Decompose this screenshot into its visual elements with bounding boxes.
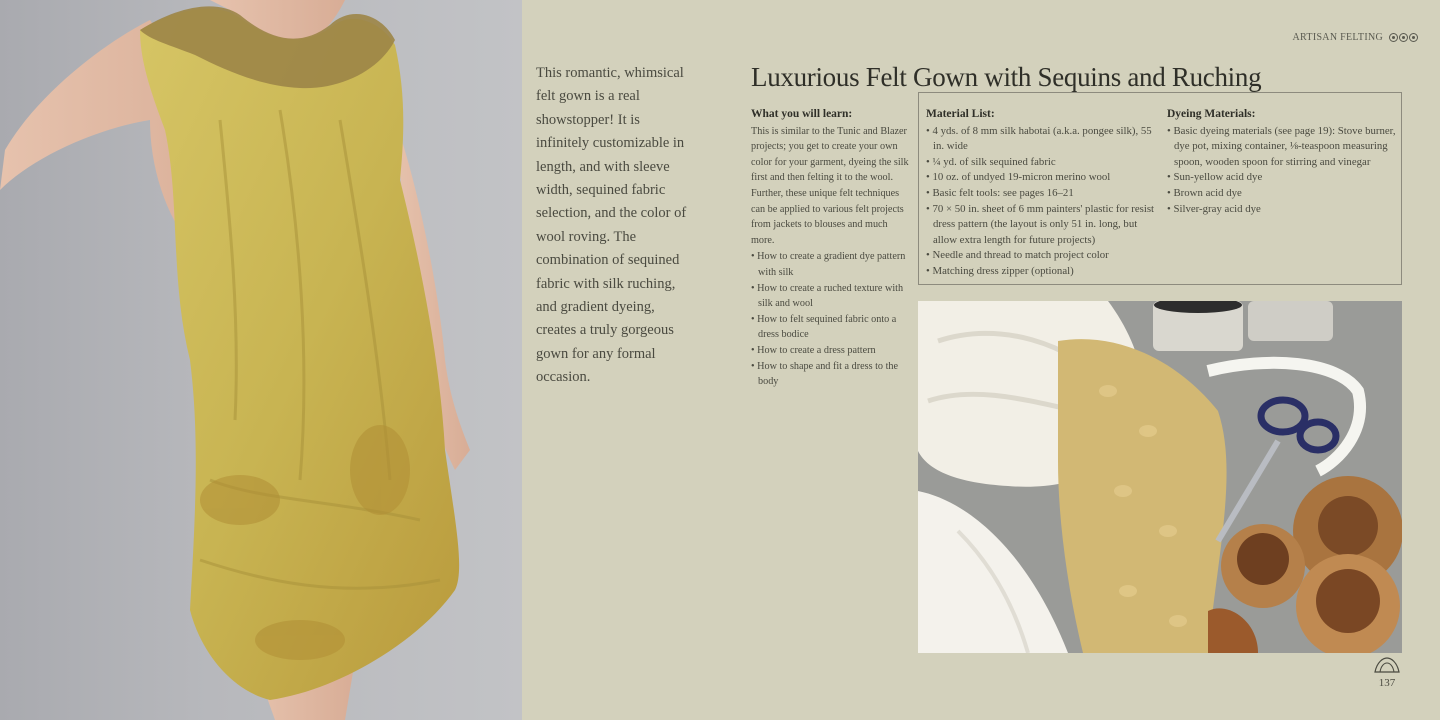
materials-photo — [918, 301, 1402, 653]
list-item: • ¼ yd. of silk sequined fabric — [926, 155, 1162, 171]
learn-list — [751, 249, 909, 389]
list-item: • Silver-gray acid dye — [1167, 202, 1399, 218]
list-item: • How to felt sequined fabric onto a dress bodice — [751, 312, 909, 343]
material-items — [926, 124, 1162, 280]
list-item: • How to shape and fit a dress to the body — [751, 359, 909, 390]
gown-photo — [0, 0, 522, 720]
list-item: • Matching dress zipper (optional) — [926, 264, 1162, 280]
dyeing-heading: Dyeing Materials: — [1167, 108, 1256, 120]
page-number-block — [1372, 656, 1402, 689]
publisher-logo-icon — [1373, 656, 1401, 674]
ornament-icon — [1409, 33, 1418, 42]
list-item: • How to create a gradient dye pattern with silk — [751, 249, 909, 280]
list-item: • Brown acid dye — [1167, 186, 1399, 202]
list-item: • Basic felt tools: see pages 16–21 — [926, 186, 1162, 202]
dyeing-items — [1167, 124, 1399, 218]
list-item: • How to create a dress pattern — [751, 343, 909, 359]
list-item: • Needle and thread to match project color — [926, 248, 1162, 264]
material-heading: Material List: — [926, 108, 995, 120]
list-item: • 4 yds. of 8 mm silk habotai (a.k.a. pongee silk), 55 in. wide — [926, 124, 1162, 155]
dyeing-list — [1167, 107, 1399, 217]
learn-heading: What you will learn: — [751, 108, 853, 120]
page-number: 137 — [1378, 677, 1396, 689]
learn-section — [751, 107, 909, 390]
list-item: • 70 × 50 in. sheet of 6 mm painters' plastic for resist dress pattern (the layout is only 51 in. long, but allow extra length for future projects) — [926, 202, 1162, 249]
materials-box — [918, 92, 1402, 285]
page-title: Luxurious Felt Gown with Sequins and Ruching — [751, 62, 1262, 92]
running-head — [1293, 32, 1418, 43]
intro-paragraph: This romantic, whimsical felt gown is a real showstopper! It is infinitely customizable in length, and with sleeve width, sequined fabric selection, and the color of wool roving. The combination of sequined fabric with silk ruching, and gradient dyeing, creates a truly gorgeous gown for any formal occasion. — [536, 65, 687, 386]
ornament-icon — [1389, 33, 1398, 42]
list-item: • Basic dyeing materials (see page 19): Stove burner, dye pot, mixing container, ⅛-teaspoon measuring spoon, wooden spoon for stirring and vinegar — [1167, 124, 1399, 171]
text-page — [522, 0, 1440, 720]
learn-body: This is similar to the Tunic and Blazer projects; you get to create your own color for your garment, dyeing the silk first and then felting it to the wool. Further, these unique felt techniques can be applied to various felt projects from jackets to blouses and much more. — [751, 125, 909, 246]
ornament-icons — [1389, 33, 1418, 42]
list-item: • How to create a ruched texture with silk and wool — [751, 281, 909, 312]
running-head-text: ARTISAN FELTING — [1292, 32, 1383, 43]
ornament-icon — [1399, 33, 1408, 42]
materials-illustration — [918, 301, 1402, 653]
list-item: • 10 oz. of undyed 19-micron merino wool — [926, 170, 1162, 186]
material-list — [926, 107, 1162, 280]
gown-illustration — [0, 0, 522, 720]
list-item: • Sun-yellow acid dye — [1167, 170, 1399, 186]
